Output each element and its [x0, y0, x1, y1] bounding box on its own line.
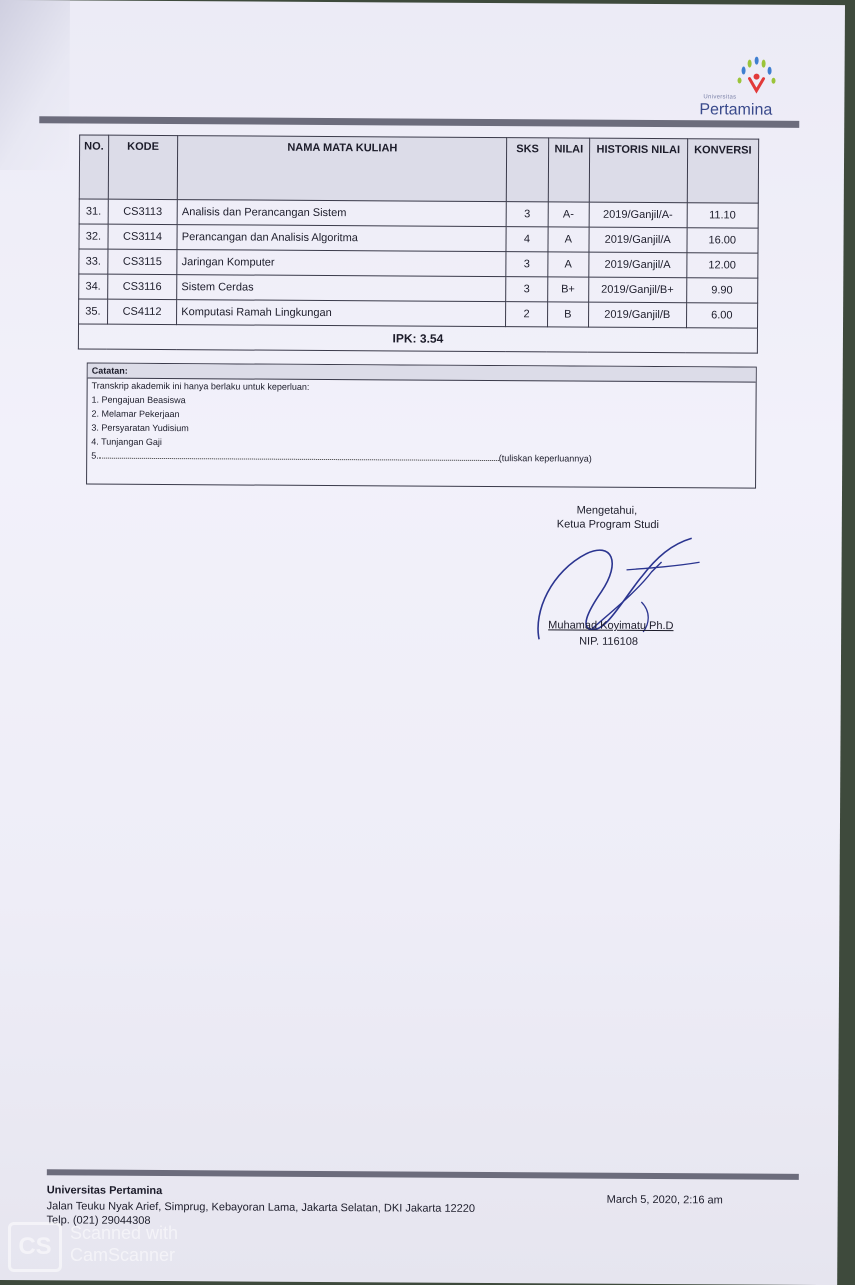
cell-sks: 2: [506, 302, 547, 327]
cell-konversi: 16.00: [686, 228, 758, 253]
cell-nilai: A: [547, 252, 588, 277]
column-header-nilai: NILAI: [548, 138, 590, 202]
signature-image: [531, 531, 707, 652]
cell-konversi: 12.00: [686, 253, 758, 278]
notes-item5-prefix: 5.: [91, 450, 99, 461]
grades-table: [78, 134, 759, 353]
cell-historis: 2019/Ganjil/A-: [589, 202, 687, 228]
notes-item: 4. Tunjangan Gaji: [91, 436, 162, 447]
notes-title: Catatan:: [88, 364, 756, 383]
footer-university: Universitas Pertamina: [46, 1184, 163, 1198]
camscanner-badge-icon: CS: [8, 1222, 62, 1272]
camscanner-watermark: [8, 1222, 238, 1274]
notes-item: 1. Pengajuan Beasiswa: [91, 394, 186, 406]
cell-kode: CS3115: [108, 249, 178, 274]
header-divider: [39, 116, 799, 128]
cell-sks: 3: [506, 277, 547, 302]
notes-item5-suffix: (tuliskan keperluannya): [498, 453, 592, 464]
dotted-fill-line: [99, 450, 499, 461]
cell-nama: Jaringan Komputer: [177, 250, 506, 277]
cell-no: 33.: [79, 249, 108, 274]
cell-sks: 3: [506, 202, 547, 227]
approval-role: Ketua Program Studi: [556, 518, 659, 532]
footer-divider: [47, 1169, 799, 1180]
column-header-kode: KODE: [108, 135, 178, 199]
footer-date: March 5, 2020, 2:16 am: [606, 1193, 723, 1207]
cell-sks: 4: [506, 227, 547, 252]
cell-nama: Analisis dan Perancangan Sistem: [177, 200, 506, 227]
cell-historis: 2019/Ganjil/A: [589, 227, 687, 253]
logo-name: Pertamina: [699, 101, 773, 119]
signer-name: Muhamad Koyimatu Ph.D: [548, 619, 674, 633]
cell-no: 34.: [79, 274, 108, 299]
watermark-line-2: CamScanner: [70, 1245, 176, 1265]
cell-no: 35.: [79, 299, 108, 324]
ipk-value: IPK: 3.54: [78, 324, 757, 353]
footer-telp: Telp. (021) 29044308: [46, 1214, 151, 1227]
cell-sks: 3: [506, 252, 547, 277]
column-header-sks: SKS: [507, 138, 549, 202]
cell-nama: Sistem Cerdas: [177, 275, 506, 302]
paper-fold: [0, 0, 70, 170]
cell-nilai: A: [548, 227, 589, 252]
notes-intro: Transkrip akademik ini hanya berlaku untuk keperluan:: [91, 380, 310, 392]
cell-kode: CS3116: [107, 274, 177, 299]
column-header-nama: NAMA MATA KULIAH: [177, 136, 507, 202]
cell-historis: 2019/Ganjil/B+: [589, 277, 687, 303]
notes-item: 2. Melamar Pekerjaan: [91, 408, 180, 420]
notes-item-5: [87, 449, 755, 467]
cell-nilai: A-: [548, 202, 589, 227]
cell-nama: Komputasi Ramah Lingkungan: [177, 300, 506, 327]
logo-small-text: Universitas: [703, 94, 737, 101]
cell-nilai: B: [547, 302, 588, 327]
column-header-no: NO.: [79, 135, 108, 199]
watermark-text: [70, 1222, 178, 1266]
column-header-konversi: KONVERSI: [687, 139, 759, 203]
watermark-line-1: Scanned with: [70, 1223, 179, 1243]
cell-konversi: 6.00: [686, 303, 758, 328]
footer-address: Jalan Teuku Nyak Arief, Simprug, Kebayoran Lama, Jakarta Selatan, DKI Jakarta 12220: [46, 1200, 476, 1215]
cell-kode: CS3114: [108, 224, 178, 249]
cell-kode: CS4112: [107, 299, 177, 324]
column-header-historis: HISTORIS NILAI: [589, 138, 687, 203]
signer-nip: NIP. 116108: [579, 635, 639, 648]
cell-historis: 2019/Ganjil/A: [589, 252, 687, 278]
university-logo: [699, 56, 789, 127]
notes-box: [86, 363, 757, 489]
ipk-row: [78, 324, 757, 353]
cell-no: 31.: [79, 199, 108, 224]
cell-no: 32.: [79, 224, 108, 249]
table-header-row: [79, 135, 758, 203]
cell-historis: 2019/Ganjil/B: [588, 302, 686, 328]
notes-item: 3. Persyaratan Yudisium: [91, 422, 189, 434]
cell-nama: Perancangan dan Analisis Algoritma: [177, 225, 506, 252]
cell-kode: CS3113: [108, 199, 178, 224]
cell-konversi: 11.10: [687, 203, 759, 228]
approval-label: Mengetahui,: [576, 504, 638, 517]
pertamina-logo-icon: [731, 56, 781, 96]
cell-konversi: 9.90: [686, 278, 758, 303]
cell-nilai: B+: [547, 277, 588, 302]
